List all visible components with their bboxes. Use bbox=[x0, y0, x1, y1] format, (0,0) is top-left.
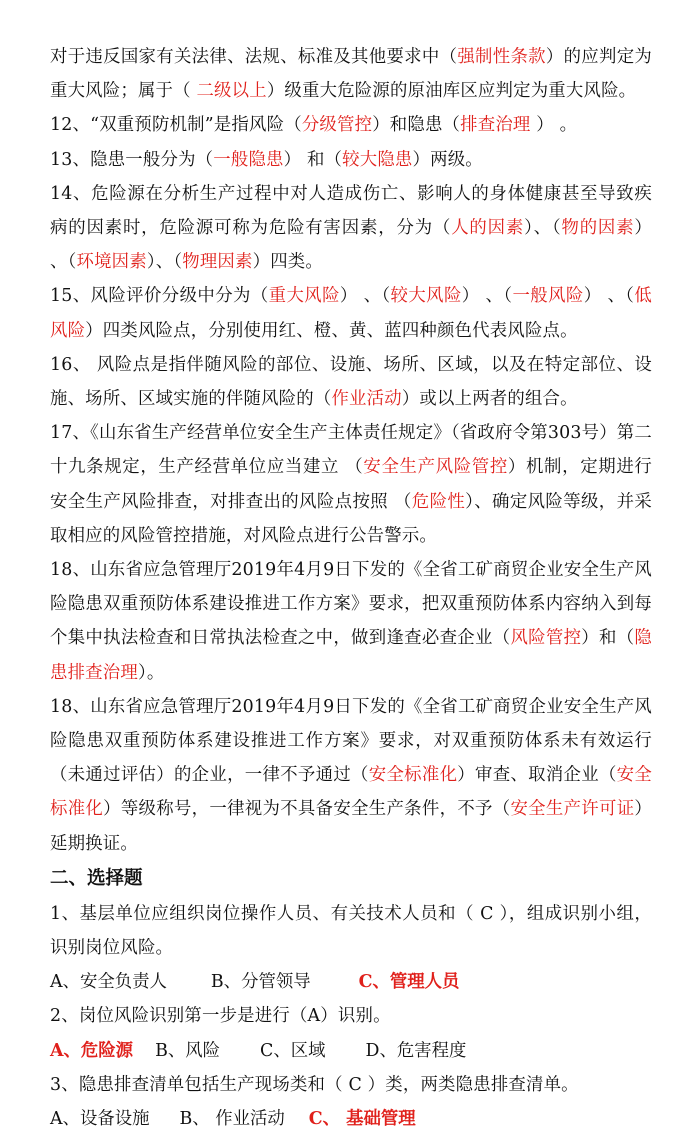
item-text: ） 、（ bbox=[339, 286, 391, 307]
item-text: 12、“双重预防机制”是指风险（ bbox=[50, 115, 302, 136]
item-text: ）机制，定期进行安全生产风险排查，对排查出的风险点按照 （ bbox=[50, 457, 652, 512]
item-text: ）。 bbox=[137, 662, 165, 683]
answer-text: 安全生产风险管控 bbox=[363, 457, 508, 478]
item-text: 16、 风险点是指伴随风险的部位、设施、场所、区域，以及在特定部位、设施、场所、区域实施的伴随风险的（ bbox=[50, 354, 652, 410]
fill-blank-item-15 bbox=[50, 279, 652, 347]
option-c-answer: C、 基础管理 bbox=[308, 1109, 416, 1130]
item-text: 14、危险源在分析生产过程中对人造成伤亡、影响人的身体健康甚至导致疾病的因素时，危险源可称为危险有害因素，分为（ bbox=[50, 183, 652, 239]
item-text: ）审查、取消企业（ bbox=[457, 765, 617, 786]
option-b: B、 作业活动 bbox=[179, 1109, 285, 1130]
item-text: ） 和（ bbox=[283, 149, 343, 170]
item-text: ）等级称号，一律视为不具备安全生产条件，不予（ bbox=[103, 799, 511, 820]
answer-text: 二级以上 bbox=[196, 81, 267, 102]
item-text: ）四类风险点，分别使用红、橙、黄、蓝四种颜色代表风险点。 bbox=[85, 320, 578, 341]
fill-blank-item-16 bbox=[50, 348, 652, 416]
item-text: ）延期换证。 bbox=[50, 799, 653, 854]
answer-text: 强制性条款 bbox=[457, 47, 546, 67]
fill-blank-item-12 bbox=[50, 108, 652, 142]
item-text: ）、（ bbox=[524, 218, 562, 239]
item-text: ）和隐患（ bbox=[372, 115, 461, 136]
item-text: ）级重大危险源的原油库区应判定为重大风险。 bbox=[266, 81, 637, 102]
answer-text: 较大隐患 bbox=[342, 149, 413, 170]
answer-text: 危险性 bbox=[411, 491, 466, 512]
item-text: ）和（ bbox=[581, 628, 635, 649]
answer-text: 环境因素 bbox=[76, 252, 147, 273]
item-text: 18、山东省应急管理厅2019年4月9日下发的《全省工矿商贸企业安全生产风险隐患双重预防体系建设推进工作方案》要求，对双重预防体系未有效运行（未通过评估）的企业，一律不予通过（ bbox=[50, 696, 652, 786]
fill-blank-item-11-continued bbox=[50, 40, 652, 108]
item-text: ）两级。 bbox=[412, 149, 483, 170]
answer-text: 一般风险 bbox=[512, 286, 584, 307]
item-text: 17、《山东省生产经营单位安全生产主体责任规定》（省政府令第303号）第二十九条规定，生产经营单位应当建立 （ bbox=[50, 423, 652, 478]
answer-text: 排查治理 bbox=[460, 115, 531, 136]
mc-options-2 bbox=[50, 1034, 652, 1068]
answer-text: 风险管控 bbox=[510, 628, 582, 649]
item-text: ） 、（ bbox=[50, 218, 652, 273]
answer-text: 较大风险 bbox=[390, 286, 462, 307]
option-a-answer: A、危险源 bbox=[50, 1040, 134, 1061]
option-b: B、分管领导 bbox=[210, 972, 311, 993]
item-text: 13、隐患一般分为（ bbox=[50, 149, 214, 170]
answer-text: 物理因素 bbox=[182, 252, 253, 273]
item-text: ）四类。 bbox=[252, 252, 323, 273]
fill-blank-item-14 bbox=[50, 177, 652, 280]
item-text: ） 。 bbox=[530, 115, 578, 136]
item-text: 对于违反国家有关法律、法规、标准及其他要求中（ bbox=[50, 47, 458, 67]
answer-text: 作业活动 bbox=[331, 389, 402, 410]
item-text: ）、确定风险等级，并采取相应的风险管控措施，对风险点进行公告警示。 bbox=[50, 491, 652, 546]
answer-text: 安全标准化 bbox=[368, 765, 458, 786]
item-text: ）的应判定为重大风险；属于（ bbox=[50, 47, 652, 102]
fill-blank-item-13 bbox=[50, 143, 652, 177]
answer-text: 一般隐患 bbox=[213, 149, 284, 170]
fill-blank-item-18a bbox=[50, 553, 652, 690]
answer-text: 分级管控 bbox=[301, 115, 373, 136]
mc-question-3: 3、隐患排查清单包括生产现场类和（ C ）类，两类隐患排查清单。 bbox=[50, 1074, 579, 1095]
option-d: D、危害程度 bbox=[365, 1040, 467, 1061]
item-text: ） 、（ bbox=[461, 286, 513, 307]
option-c-answer: C、管理人员 bbox=[358, 972, 460, 993]
fill-blank-item-18b bbox=[50, 690, 652, 861]
mc-question-2: 2、岗位风险识别第一步是进行（A）识别。 bbox=[50, 1006, 391, 1027]
answer-text: 重大风险 bbox=[268, 286, 340, 307]
item-text: ）、（ bbox=[146, 252, 183, 273]
answer-text: 人的因素 bbox=[451, 218, 525, 239]
answer-text: 安全生产许可证 bbox=[510, 799, 635, 820]
option-a: A、安全负责人 bbox=[50, 972, 167, 993]
option-c: C、区域 bbox=[260, 1040, 326, 1061]
item-text: 18、山东省应急管理厅2019年4月9日下发的《全省工矿商贸企业安全生产风险隐患双重预防体系建设推进工作方案》要求，把双重预防体系内容纳入到每个集中执法检查和日常执法检查之中，做到逢查必查企业（ bbox=[50, 560, 652, 649]
item-text: ） 、（ bbox=[583, 286, 635, 307]
answer-text: 低风险 bbox=[50, 286, 652, 341]
section-heading-multiple-choice: 二、选择题 bbox=[50, 867, 143, 889]
mc-options-1 bbox=[50, 965, 652, 999]
answer-text: 物的因素 bbox=[561, 218, 635, 239]
mc-options-3 bbox=[50, 1102, 652, 1136]
item-text: 15、风险评价分级中分为（ bbox=[50, 286, 269, 307]
mc-question-1: 1、基层单位应组织岗位操作人员、有关技术人员和（ C ），组成识别小组，识别岗位风险。 bbox=[50, 903, 652, 959]
item-text: ）或以上两者的组合。 bbox=[401, 389, 578, 410]
option-b: B、风险 bbox=[155, 1040, 221, 1061]
answer-text: 隐患排查治理 bbox=[50, 628, 653, 683]
option-a: A、设备设施 bbox=[50, 1109, 150, 1130]
answer-text: 安全标准化 bbox=[50, 765, 652, 820]
fill-blank-item-17 bbox=[50, 416, 652, 553]
